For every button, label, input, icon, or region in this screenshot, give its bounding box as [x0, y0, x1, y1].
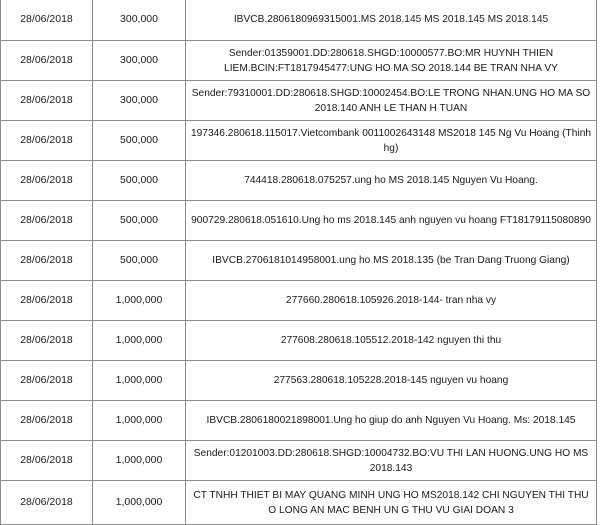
- amount-cell: 1,000,000: [93, 281, 186, 321]
- table-row: [1, 481, 597, 525]
- amount-cell: 500,000: [93, 121, 186, 161]
- description-cell: 197346.280618.115017.Vietcombank 0011002643148 MS2018 145 Ng Vu Hoang (Thinh hg): [186, 121, 597, 161]
- description-cell: IBVCB.2806180969315001.MS 2018.145 MS 2018.145 MS 2018.145: [186, 0, 597, 41]
- date-cell: 28/06/2018: [1, 481, 93, 525]
- table-row: [1, 401, 597, 441]
- date-cell: 28/06/2018: [1, 321, 93, 361]
- table-row: [1, 161, 597, 201]
- table-row: [1, 321, 597, 361]
- amount-cell: 1,000,000: [93, 401, 186, 441]
- date-cell: 28/06/2018: [1, 441, 93, 481]
- amount-cell: 300,000: [93, 0, 186, 41]
- amount-cell: 1,000,000: [93, 321, 186, 361]
- amount-cell: 1,000,000: [93, 361, 186, 401]
- description-cell: 277660.280618.105926.2018-144- tran nha vy: [186, 281, 597, 321]
- amount-cell: 500,000: [93, 161, 186, 201]
- date-cell: 28/06/2018: [1, 81, 93, 121]
- amount-cell: 1,000,000: [93, 481, 186, 525]
- amount-cell: 500,000: [93, 241, 186, 281]
- date-cell: 28/06/2018: [1, 241, 93, 281]
- description-cell: CT TNHH THIET BI MAY QUANG MINH UNG HO MS2018.142 CHI NGUYEN THI THU O LONG AN MAC BENH UN G THU VU GIAI DOAN 3: [186, 481, 597, 525]
- amount-cell: 1,000,000: [93, 441, 186, 481]
- table-row: [1, 201, 597, 241]
- description-cell: Sender:01201003.DD:280618.SHGD:10004732.BO:VU THI LAN HUONG.UNG HO MS 2018.143: [186, 441, 597, 481]
- amount-cell: 300,000: [93, 81, 186, 121]
- amount-cell: 500,000: [93, 201, 186, 241]
- description-cell: 744418.280618.075257.ung ho MS 2018.145 Nguyen Vu Hoang.: [186, 161, 597, 201]
- table-row: [1, 281, 597, 321]
- table-row: [1, 241, 597, 281]
- table-row: [1, 41, 597, 81]
- date-cell: 28/06/2018: [1, 361, 93, 401]
- date-cell: 28/06/2018: [1, 121, 93, 161]
- date-cell: 28/06/2018: [1, 401, 93, 441]
- table-row: [1, 0, 597, 41]
- description-cell: IBVCB.2706181014958001.ung ho MS 2018.135 (be Tran Dang Truong Giang): [186, 241, 597, 281]
- date-cell: 28/06/2018: [1, 41, 93, 81]
- description-cell: IBVCB.2806180021898001.Ung ho giup do anh Nguyen Vu Hoang. Ms: 2018.145: [186, 401, 597, 441]
- description-cell: Sender:79310001.DD:280618.SHGD:10002454.BO:LE TRONG NHAN.UNG HO MA SO 2018.140 ANH LE THAN H TUAN: [186, 81, 597, 121]
- description-cell: 277563.280618.105228.2018-145 nguyen vu hoang: [186, 361, 597, 401]
- description-cell: 277608.280618.105512.2018-142 nguyen thi thu: [186, 321, 597, 361]
- table-row: [1, 361, 597, 401]
- description-cell: Sender:01359001.DD:280618.SHGD:10000577.BO:MR HUYNH THIEN LIEM.BCIN:FT1817945477:UNG HO MA SO 2018.144 BE TRAN NHA VY: [186, 41, 597, 81]
- transaction-table-body: [1, 0, 597, 525]
- table-row: [1, 121, 597, 161]
- date-cell: 28/06/2018: [1, 281, 93, 321]
- description-cell: 900729.280618.051610.Ung ho ms 2018.145 anh nguyen vu hoang FT18179115080890: [186, 201, 597, 241]
- date-cell: 28/06/2018: [1, 161, 93, 201]
- table-row: [1, 81, 597, 121]
- table-row: [1, 441, 597, 481]
- date-cell: 28/06/2018: [1, 0, 93, 41]
- date-cell: 28/06/2018: [1, 201, 93, 241]
- amount-cell: 300,000: [93, 41, 186, 81]
